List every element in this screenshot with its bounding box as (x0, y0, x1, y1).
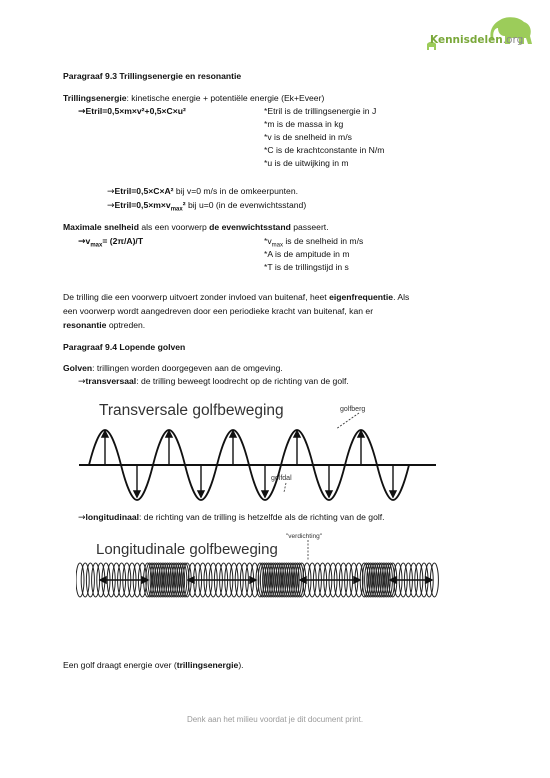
formula-etril (78, 106, 186, 118)
transversaal-definition (78, 376, 349, 388)
vmax-sub: max (90, 242, 103, 249)
energy-c: ). (238, 660, 244, 670)
var-item: *T is de trillingstijd in s (264, 262, 349, 272)
vmax-rest: = (2π/A)/T (102, 236, 144, 246)
vmax-end: passeert. (290, 222, 329, 232)
transverse-title: Transversale golfbeweging (99, 402, 284, 419)
longitudinal-wave-figure (76, 528, 441, 610)
para1-a: De trilling die een voorwerp uitvoert zonder invloed van buitenaf, heet (63, 292, 330, 302)
var-item: *Etril is de trillingsenergie in J (264, 106, 377, 116)
energy-sentence (63, 660, 244, 671)
para1-c: . Als (393, 292, 410, 302)
paragraph-line-1 (63, 292, 409, 303)
alt2-formula-b: ² (182, 200, 186, 210)
var-list (264, 106, 384, 171)
arrow-right-icon: → (107, 201, 115, 211)
formula-vmax (78, 236, 143, 252)
var-item: *A is de ampitude in m (264, 249, 350, 259)
paragraph-line-3 (63, 320, 145, 331)
heading-9-3: Paragraaf 9.3 Trillingsenergie en resonantie (63, 71, 242, 81)
trillingsenergie-definition (63, 93, 324, 104)
down-arrows (134, 465, 396, 497)
formula-text: Etril=0,5×m×v²+0,5×C×u² (85, 106, 186, 116)
var-item (264, 236, 363, 249)
energy-term: trillingsenergie (176, 660, 239, 670)
arrow-right-icon: → (78, 237, 86, 247)
alt1-formula: Etril=0,5×C×A² (114, 186, 174, 196)
paragraph-line-2: een voorwerp wordt aangedreven door een periodieke kracht van buitenaf, kan er (63, 306, 374, 316)
logo-text[interactable] (430, 34, 523, 46)
longitudinaal-rest: : de richting van de trilling is hetzelfde als de richting van de golf. (139, 512, 385, 522)
eigenfrequentie-term: eigenfrequentie (329, 292, 394, 302)
arrow-right-icon: → (78, 513, 86, 523)
vmax-v: v (85, 236, 91, 246)
golfberg-pointer (336, 413, 359, 429)
logo-tld: .org (502, 34, 524, 46)
arrow-right-icon: → (78, 107, 86, 117)
footer-text: Denk aan het milieu voordat je dit document print. (186, 715, 364, 724)
arrow-right-icon: → (107, 187, 115, 197)
transversaal-rest: : de trilling beweegt loodrecht op de richting van de golf. (136, 376, 349, 386)
energy-a: Een golf draagt energie over ( (63, 660, 177, 670)
arrow-right-icon: → (78, 377, 86, 387)
verdichting-label: "verdichting" (286, 533, 323, 540)
vmax-mid: als een voorwerp (138, 222, 210, 232)
vmax-var1-a: *v (264, 236, 272, 246)
vmax-var1-sub: max (271, 242, 283, 249)
golfdal-label: golfdal (271, 475, 292, 482)
heading-9-4: Paragraaf 9.4 Lopende golven (63, 342, 186, 352)
var-item: *v is de snelheid in m/s (264, 132, 352, 142)
var-item: *u is de uitwijking in m (264, 158, 349, 168)
golven-rest: : trillingen worden doorgegeven aan de omgeving. (92, 363, 283, 373)
longitudinaal-definition (78, 512, 385, 524)
longitudinaal-term: longitudinaal (85, 512, 140, 522)
para3-b: optreden. (106, 320, 146, 330)
golven-term: Golven (63, 363, 93, 373)
alt2-formula-a: Etril=0,5×m×v (114, 200, 171, 210)
vmax-var-list (264, 236, 363, 275)
vmax-term: Maximale snelheid (63, 222, 139, 232)
var-item: *C is de krachtconstante in N/m (264, 145, 385, 155)
alt2-rest: bij u=0 (in de evenwichtsstand) (185, 200, 307, 210)
alt2-sub: max (170, 206, 183, 213)
var-item: *m is de massa in kg (264, 119, 344, 129)
alt-formula-2 (107, 200, 306, 216)
golfberg-label: golfberg (340, 406, 366, 413)
alt1-rest: bij v=0 m/s in de omkeerpunten. (173, 186, 298, 196)
vmax-evenwicht: de evenwichtsstand (209, 222, 291, 232)
def-rest: : kinetische energie + potentiële energie (Ek+Eveer) (126, 93, 325, 103)
golfdal-pointer (284, 483, 286, 492)
vmax-var1-b: is de snelheid in m/s (283, 236, 364, 246)
logo-brand: Kennisdelen (430, 34, 503, 46)
transversaal-term: transversaal (85, 376, 137, 386)
vmax-intro (63, 222, 329, 233)
transverse-wave-figure (74, 395, 444, 505)
def-term: Trillingsenergie (63, 93, 127, 103)
longitudinal-title: Longitudinale golfbeweging (96, 541, 278, 558)
resonantie-term: resonantie (63, 320, 107, 330)
golven-definition (63, 363, 283, 374)
up-arrows (102, 431, 364, 465)
alt-formula-1 (107, 186, 298, 198)
